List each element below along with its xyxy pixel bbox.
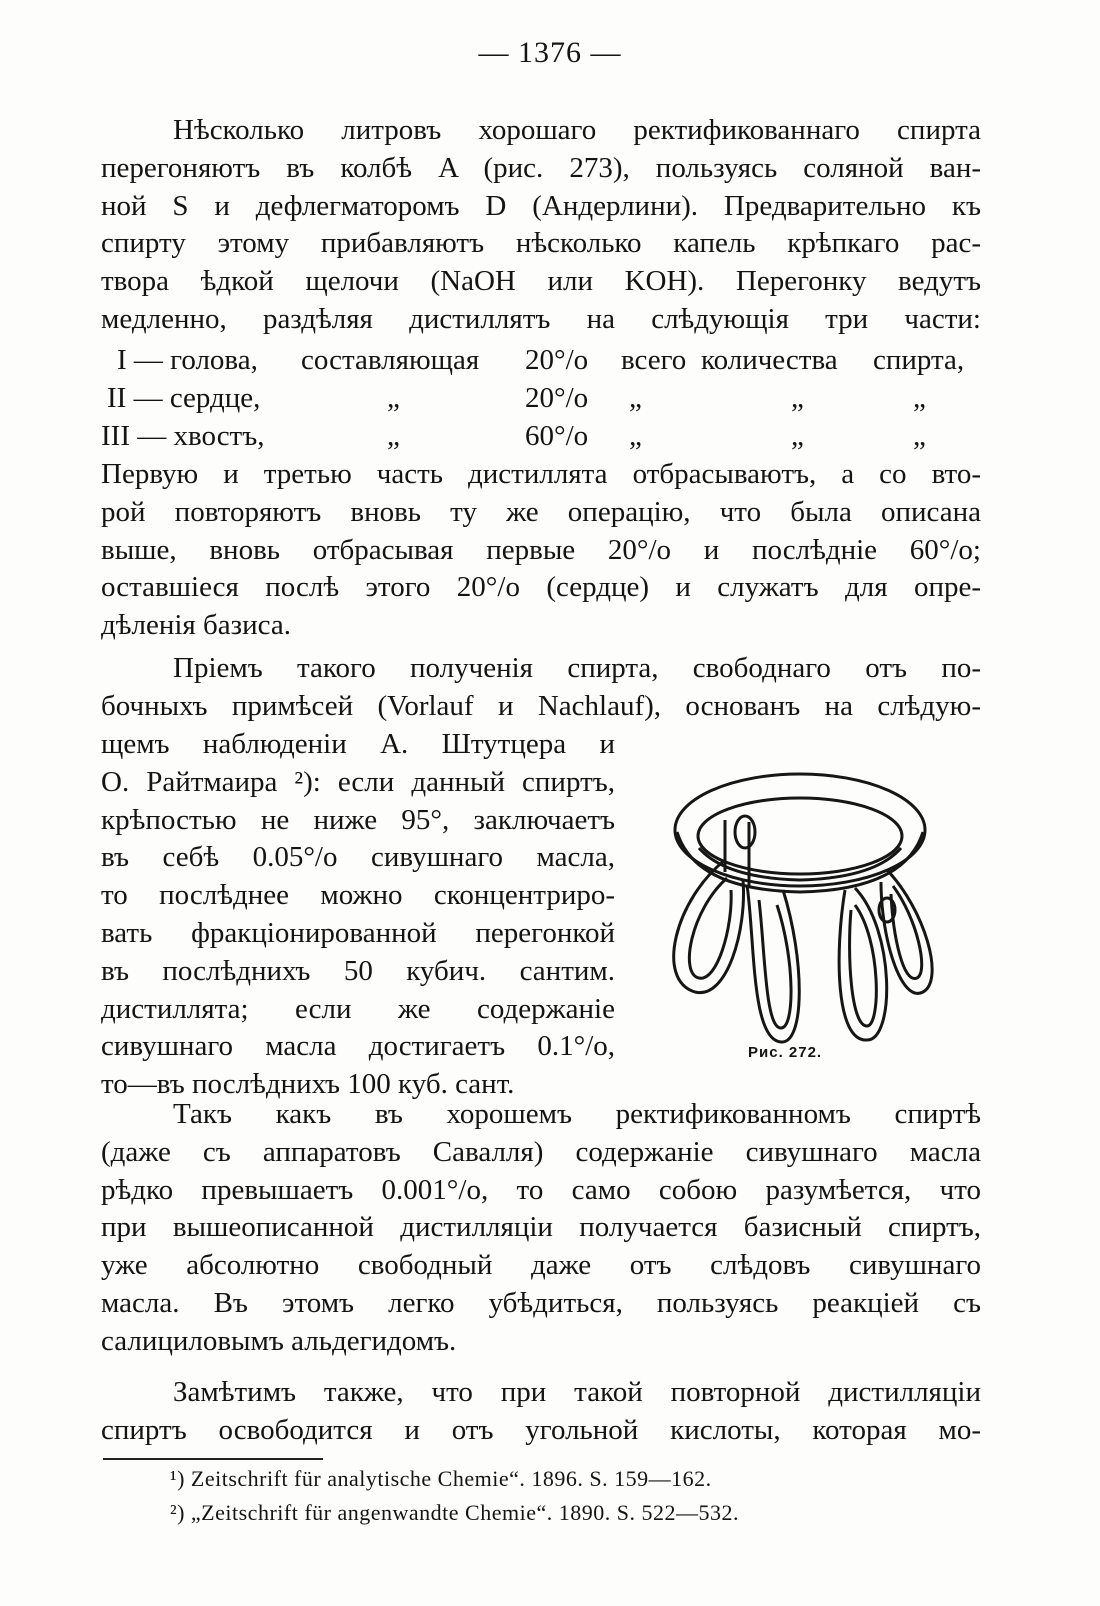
part-percent: 20°/о bbox=[525, 382, 589, 414]
text-line: оставшіеся послѣ этого 20°/о (сердце) и служатъ для опре- bbox=[101, 571, 981, 604]
part-word: „ bbox=[913, 382, 926, 414]
text-line: въ себѣ 0.05°/о сивушнаго масла, bbox=[101, 841, 615, 874]
footnotes bbox=[170, 1462, 970, 1530]
part-word: количества bbox=[701, 344, 838, 376]
part-word: „ bbox=[791, 420, 804, 452]
text-line: выше, вновь отбрасывая первые 20°/о и послѣдніе 60°/о; bbox=[101, 533, 981, 566]
text-line: сивушнаго масла достигаетъ 0.1°/о, bbox=[101, 1030, 615, 1063]
figure-loop-center-left-inner bbox=[759, 900, 791, 1028]
part-desc: „ bbox=[387, 382, 400, 414]
footnote-mark: ²) bbox=[170, 1500, 185, 1525]
text-line: масла. Въ этомъ легко убѣдиться, пользуясь реакціей съ bbox=[101, 1286, 981, 1319]
text-line: дистиллята; если же содержаніе bbox=[101, 992, 615, 1025]
text-line: рой повторяютъ вновь ту же операцію, что была описана bbox=[101, 495, 981, 528]
text-line: О. Райтмаира ²): если данный спиртъ, bbox=[101, 765, 615, 798]
text-line: салициловымъ альдегидомъ. bbox=[101, 1324, 457, 1357]
text-line: уже абсолютно свободный даже отъ слѣдовъ сивушнаго bbox=[101, 1249, 981, 1282]
text-line: Пріемъ такого полученія спирта, свободнаго отъ по- bbox=[173, 652, 981, 684]
text-line: Такъ какъ въ хорошемъ ректификованномъ спиртѣ bbox=[173, 1098, 981, 1130]
distillation-row bbox=[101, 417, 981, 455]
text-line: при вышеописанной дистилляціи получается базисный спиртъ, bbox=[101, 1211, 981, 1244]
text-line: крѣпостью не ниже 95°, заключаетъ bbox=[101, 803, 615, 836]
paragraph-4 bbox=[101, 1096, 981, 1361]
figure-loop-right bbox=[881, 870, 932, 993]
part-percent: 60°/о bbox=[525, 420, 589, 452]
paragraph-3 bbox=[101, 650, 981, 726]
figure-joint-left bbox=[735, 816, 755, 848]
paragraph-5 bbox=[101, 1374, 981, 1450]
part-desc: „ bbox=[387, 420, 400, 452]
text-line: медленно, раздѣляя дистиллятъ на слѣдующія три части: bbox=[101, 302, 981, 335]
footnote-2 bbox=[170, 1496, 970, 1530]
part-label: I — голова, bbox=[117, 344, 258, 376]
paragraph-1 bbox=[101, 112, 981, 339]
text-line: вать фракціонированной перегонкой bbox=[101, 916, 615, 949]
text-line: спирту этому прибавляютъ нѣсколько капель крѣпкаго рас- bbox=[101, 227, 981, 260]
distillation-parts-table bbox=[101, 341, 981, 455]
text-line: въ послѣднихъ 50 кубич. сантим. bbox=[101, 954, 615, 987]
part-word: „ bbox=[913, 420, 926, 452]
text-line: ной S и дефлегматоромъ D (Андерлини). Предварительно къ bbox=[101, 189, 981, 222]
text-line: перегоняютъ въ колбѣ A (рис. 273), пользуясь соляной ван- bbox=[101, 151, 981, 184]
figure-loop-left bbox=[674, 860, 744, 993]
text-line: рѣдко превышаетъ 0.001°/о, то само собою разумѣется, что bbox=[101, 1173, 981, 1206]
part-desc: составляющая bbox=[301, 344, 480, 376]
text-line: Первую и третью часть дистиллята отбрасываютъ, а со вто- bbox=[101, 458, 981, 490]
figure-ring-outer bbox=[675, 774, 925, 886]
part-label: II — сердце, bbox=[107, 382, 261, 414]
paragraph-2 bbox=[101, 456, 981, 645]
part-percent: 20°/о bbox=[525, 344, 589, 376]
figure-272-illustration bbox=[655, 760, 945, 1050]
distillation-row bbox=[101, 379, 981, 417]
text-line: Нѣсколько литровъ хорошаго ректификованнаго спирта bbox=[173, 114, 981, 146]
text-line: то послѣднее можно сконцентриро- bbox=[101, 879, 615, 912]
footnote-1 bbox=[170, 1462, 970, 1496]
part-word: „ bbox=[629, 382, 642, 414]
part-word: „ bbox=[629, 420, 642, 452]
part-word: всего bbox=[621, 344, 687, 376]
text-line: Замѣтимъ также, что при такой повторной дистилляціи bbox=[173, 1376, 981, 1408]
text-line: спиртъ освободится и отъ угольной кислоты, которая мо- bbox=[101, 1413, 981, 1446]
part-word: спирта, bbox=[873, 344, 965, 376]
text-line: щемъ наблюденіи А. Штутцера и bbox=[101, 728, 615, 760]
distillation-row bbox=[101, 341, 981, 379]
page-number: — 1376 — bbox=[478, 36, 622, 69]
footnote-text: „Zeitschrift für angenwandte Chemie“. 1890. S. 522—532. bbox=[190, 1500, 739, 1525]
text-line: бочныхъ примѣсей (Vorlauf и Nachlauf), основанъ на слѣдую- bbox=[101, 689, 981, 722]
footnote-mark: ¹) bbox=[170, 1466, 185, 1491]
figure-caption: Рис. 272. bbox=[748, 1044, 823, 1061]
text-line: то—въ послѣднихъ 100 куб. сант. bbox=[101, 1068, 515, 1101]
text-line: дѣленія базиса. bbox=[101, 609, 291, 642]
figure-ring-inner bbox=[698, 798, 902, 874]
footnote-divider bbox=[103, 1458, 323, 1460]
part-word: „ bbox=[791, 382, 804, 414]
figure-loop-center-right-inner bbox=[850, 905, 877, 1026]
paragraph-3-wrapped bbox=[101, 726, 615, 1104]
text-line: твора ѣдкой щелочи (NaOH или KOH). Перегонку ведутъ bbox=[101, 265, 981, 298]
text-line: (даже съ аппаратовъ Савалля) содержаніе сивушнаго масла bbox=[101, 1135, 981, 1168]
part-label: III — хвостъ, bbox=[101, 420, 265, 452]
footnote-text: Zeitschrift für analytische Chemie“. 1896. S. 159—162. bbox=[190, 1466, 712, 1491]
